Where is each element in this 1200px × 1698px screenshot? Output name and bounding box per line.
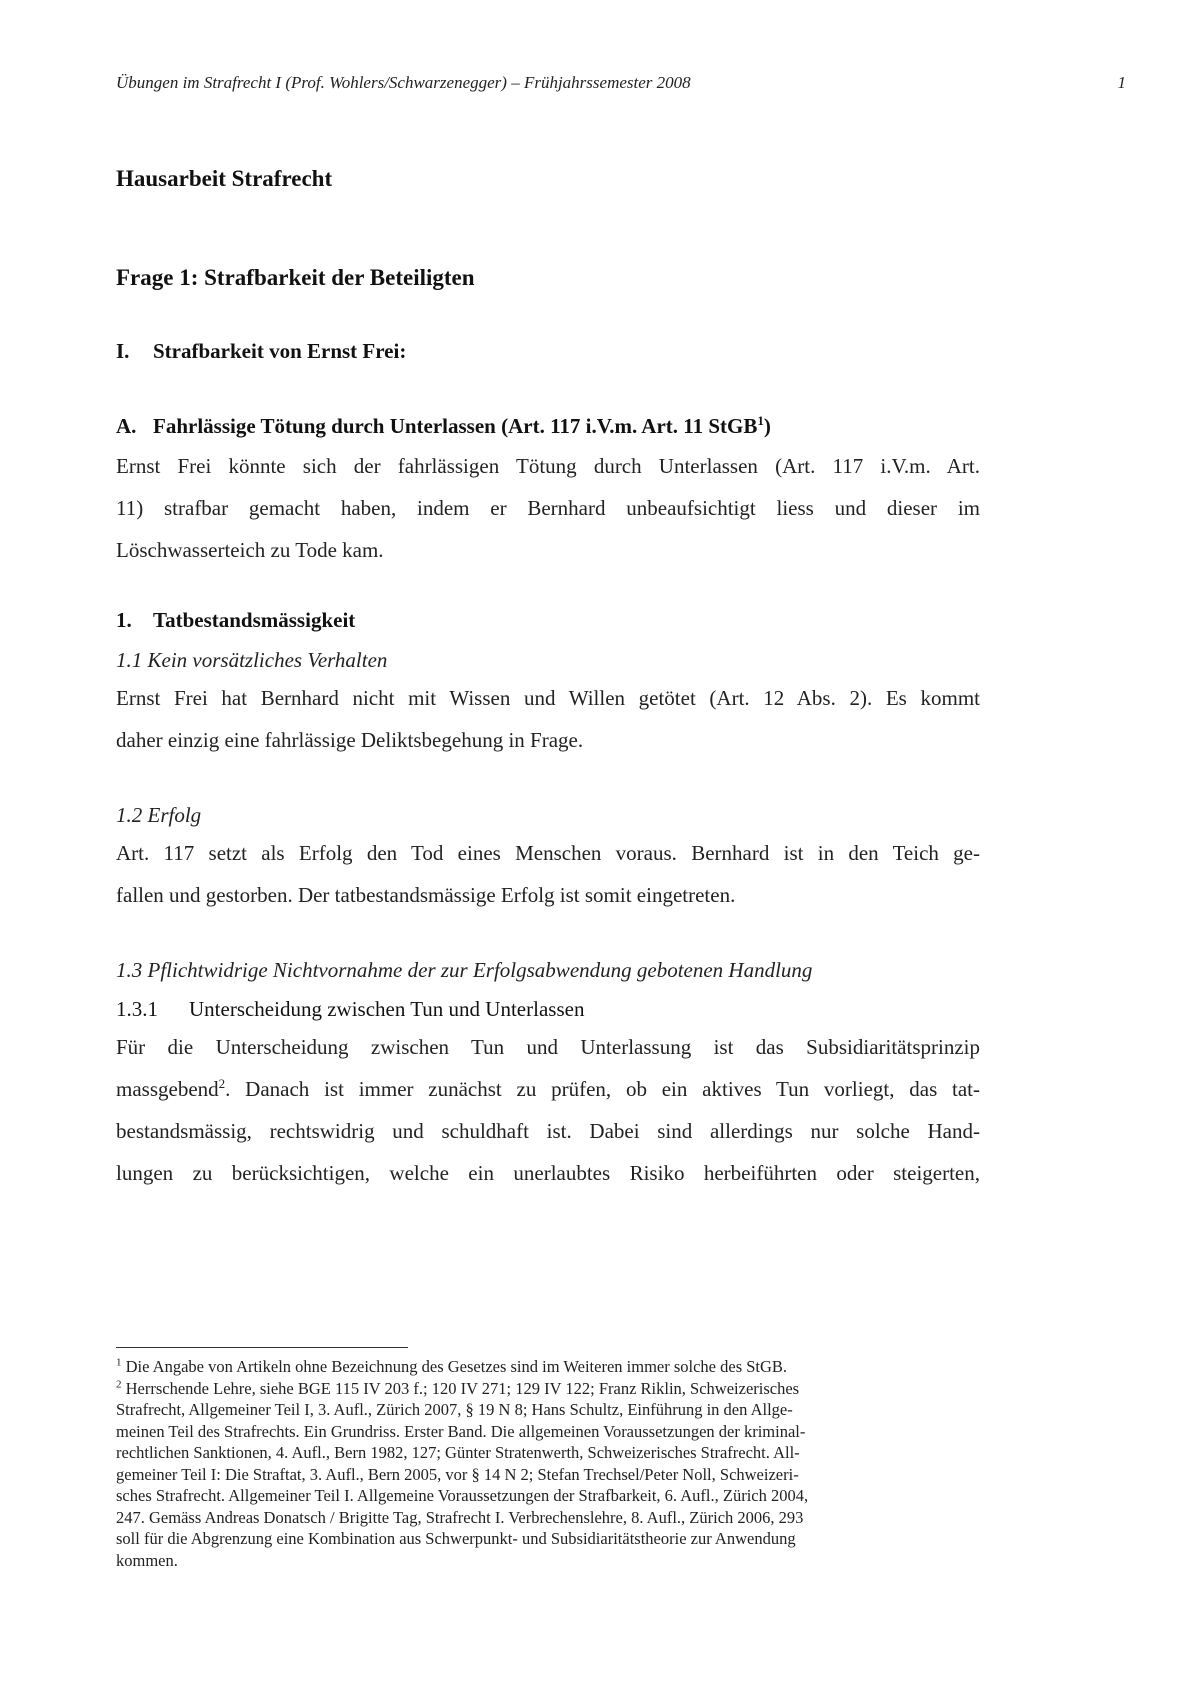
- section-a-close: ): [763, 414, 771, 438]
- paragraph-1-2: [116, 832, 980, 916]
- paragraph-line: bestandsmässig, rechtswidrig und schuldhaft ist. Dabei sind allerdings nur solche Hand-: [116, 1119, 980, 1143]
- section-1-label: Tatbestandsmässigkeit: [153, 608, 356, 632]
- paragraph-line: lungen zu berücksichtigen, welche ein unerlaubtes Risiko herbeiführten oder steigerten,: [116, 1161, 980, 1185]
- paragraph-line: Art. 117 setzt als Erfolg den Tod eines Menschen voraus. Bernhard ist in den Teich ge-: [116, 841, 980, 865]
- paragraph-line: Für die Unterscheidung zwischen Tun und Unterlassung ist das Subsidiaritätsprinzip: [116, 1035, 980, 1059]
- footnote-ref-1[interactable]: 1: [757, 413, 764, 428]
- paragraph-line: [116, 1068, 980, 1110]
- section-i-label: Strafbarkeit von Ernst Frei:: [153, 339, 407, 363]
- subsection-1-3-1-heading: [116, 997, 584, 1022]
- section-a-heading: [116, 413, 771, 439]
- footnotes: [116, 1356, 980, 1571]
- footnote-2-line: [116, 1378, 980, 1400]
- paragraph-line: Ernst Frei hat Bernhard nicht mit Wissen und Willen getötet (Art. 12 Abs. 2). Es kommt: [116, 686, 980, 710]
- document-title: Hausarbeit Strafrecht: [116, 166, 333, 191]
- section-a-number: A.: [116, 414, 137, 438]
- paragraph-line: Löschwasserteich zu Tode kam.: [116, 538, 384, 562]
- footnote-2-line: soll für die Abgrenzung eine Kombination aus Schwerpunkt- und Subsidiaritätstheorie zur Anwendung: [116, 1529, 796, 1548]
- paragraph-line: 11) strafbar gemacht haben, indem er Bernhard unbeaufsichtigt liess und dieser im: [116, 496, 980, 520]
- footnote-separator: [116, 1347, 408, 1348]
- footnote-2-line: Strafrecht, Allgemeiner Teil I, 3. Aufl., Zürich 2007, § 19 N 8; Hans Schultz, Einführung in den Allge-: [116, 1400, 793, 1419]
- running-title: Übungen im Strafrecht I (Prof. Wohlers/Schwarzenegger) – Frühjahrssemester 2008: [116, 73, 691, 92]
- question-heading: Frage 1: Strafbarkeit der Beteiligten: [116, 265, 475, 290]
- paragraph-text: . Danach ist immer zunächst zu prüfen, ob ein aktives Tun vorliegt, das tat-: [225, 1077, 980, 1101]
- footnote-2-line: kommen.: [116, 1550, 178, 1570]
- footnote-1-text: Die Angabe von Artikeln ohne Bezeichnung des Gesetzes sind im Weiteren immer solche des StGB.: [121, 1357, 788, 1376]
- footnote-2-line: gemeiner Teil I: Die Straftat, 3. Aufl., Bern 2005, vor § 14 N 2; Stefan Trechsel/Peter Noll, Schweizeri-: [116, 1464, 799, 1484]
- footnote-2-mark: 2: [116, 1378, 122, 1390]
- paragraph-text: massgebend: [116, 1077, 219, 1101]
- paragraph-a: [116, 445, 980, 571]
- subsection-1-3-1-number: 1.3.1: [116, 997, 158, 1021]
- footnote-2-line: rechtlichen Sanktionen, 4. Aufl., Bern 1982, 127; Günter Stratenwerth, Schweizerisches Strafrecht. All-: [116, 1443, 800, 1462]
- section-i-number: I.: [116, 339, 130, 363]
- subsection-1-3-heading: 1.3 Pflichtwidrige Nichtvornahme der zur Erfolgsabwendung gebotenen Handlung: [116, 958, 813, 982]
- subsection-1-2-heading: 1.2 Erfolg: [116, 803, 202, 827]
- paragraph-line: fallen und gestorben. Der tatbestandsmässige Erfolg ist somit eingetreten.: [116, 883, 736, 907]
- section-1-number: 1.: [116, 608, 132, 632]
- footnote-2-text: Herrschende Lehre, siehe BGE 115 IV 203 f.; 120 IV 271; 129 IV 122; Franz Riklin, Schweizerisches: [121, 1378, 800, 1398]
- footnote-ref-2[interactable]: 2: [218, 1076, 226, 1091]
- page-number: 1: [1117, 73, 1126, 92]
- footnote-2-line: sches Strafrecht. Allgemeiner Teil I. Allgemeine Voraussetzungen der Strafbarkeit, 6. Aufl., Zürich 2004,: [116, 1486, 809, 1505]
- paragraph-line: Ernst Frei könnte sich der fahrlässigen Tötung durch Unterlassen (Art. 117 i.V.m. Art.: [116, 454, 980, 478]
- footnote-2-line: meinen Teil des Strafrechts. Ein Grundriss. Erster Band. Die allgemeinen Voraussetzungen der kriminal-: [116, 1421, 806, 1441]
- running-header: [116, 73, 1126, 93]
- footnote-2-line: 247. Gemäss Andreas Donatsch / Brigitte Tag, Strafrecht I. Verbrechenslehre, 8. Aufl., Zürich 2006, 293: [116, 1507, 804, 1527]
- paragraph-1-1: [116, 677, 980, 761]
- subsection-1-3-1-label: Unterscheidung zwischen Tun und Unterlassen: [189, 997, 585, 1021]
- section-a-label: Fahrlässige Tötung durch Unterlassen (Art. 117 i.V.m. Art. 11 StGB: [153, 414, 758, 438]
- paragraph-1-3-1: [116, 1026, 980, 1194]
- footnote-1-mark: 1: [116, 1356, 122, 1369]
- section-i-heading: [116, 339, 406, 364]
- subsection-1-1-heading: 1.1 Kein vorsätzliches Verhalten: [116, 648, 388, 672]
- section-1-heading: [116, 608, 355, 633]
- footnote-1: [116, 1356, 980, 1378]
- paragraph-line: daher einzig eine fahrlässige Deliktsbegehung in Frage.: [116, 728, 584, 752]
